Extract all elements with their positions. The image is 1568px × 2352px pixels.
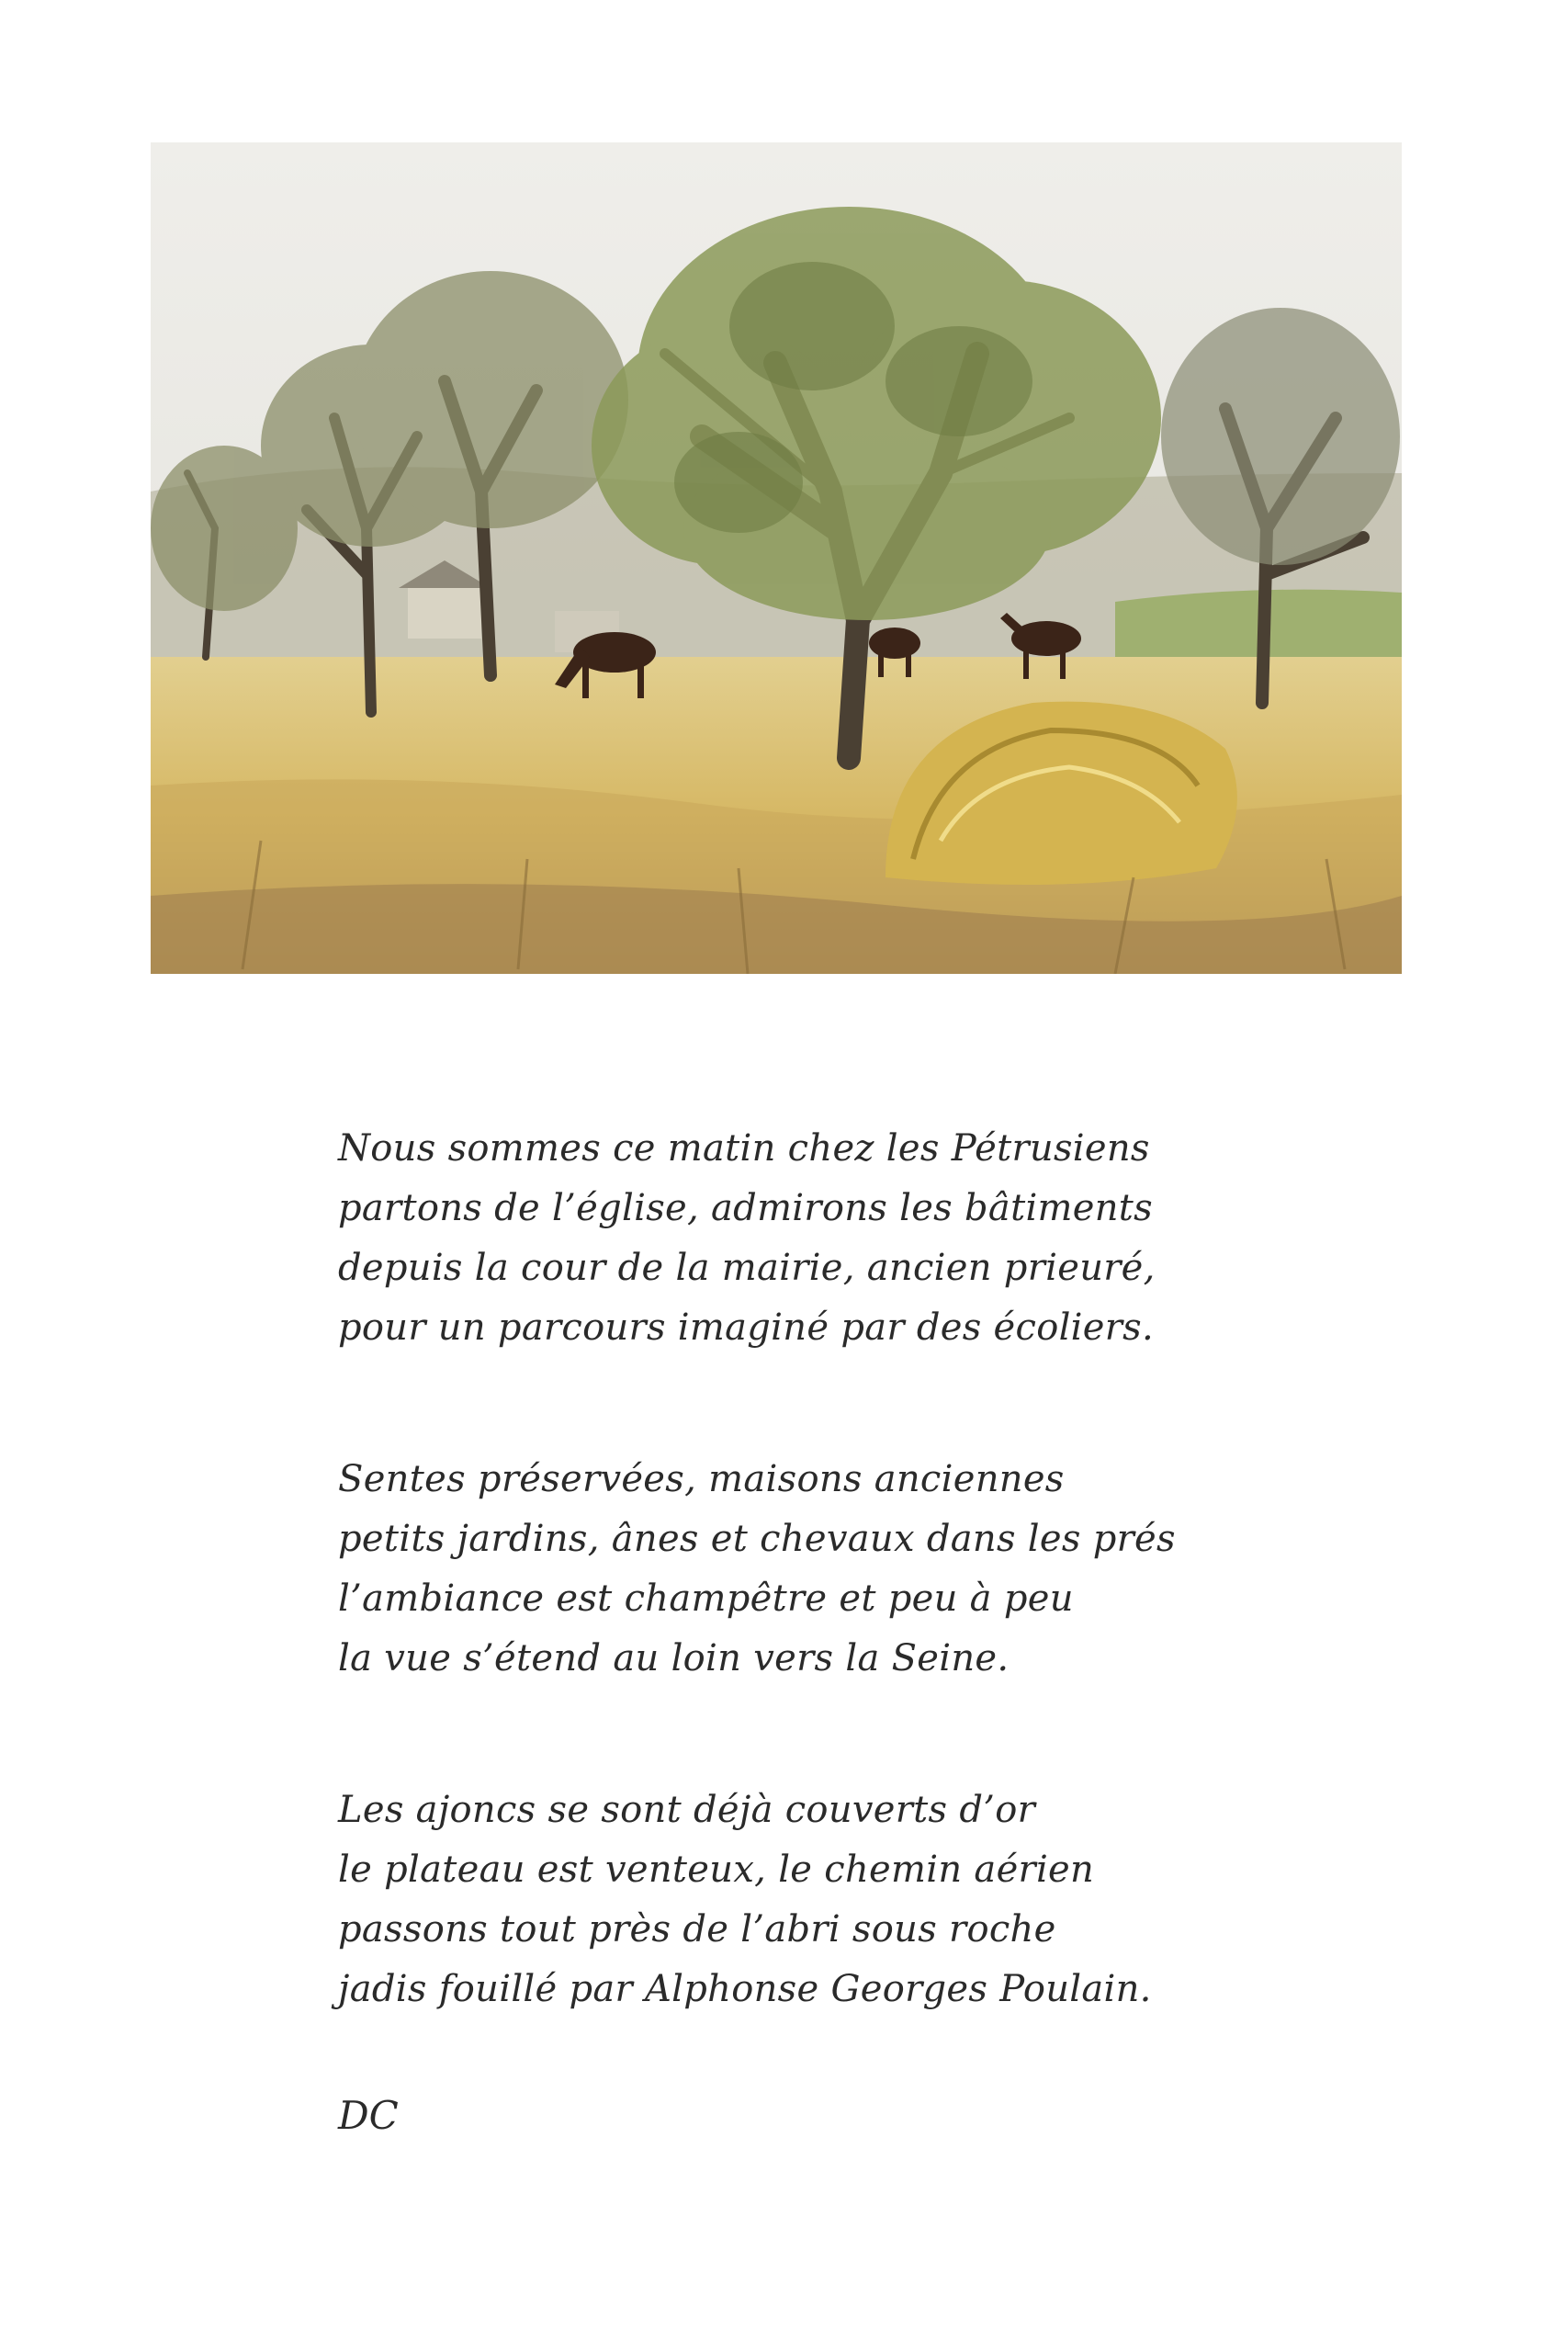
stanza-2 [338, 1450, 1257, 1689]
stanza-1 [338, 1119, 1257, 1358]
poem-line: passons tout près de l’abri sous roche [338, 1908, 1056, 1951]
author-signature: DC [338, 2093, 399, 2138]
poem-line: le plateau est venteux, le chemin aérien [338, 1849, 1095, 1891]
poem-line: la vue s’étend au loin vers la Seine. [338, 1637, 1010, 1679]
landscape-painting [151, 142, 1402, 974]
poem-line: partons de l’église, admirons les bâtiments [338, 1187, 1154, 1229]
poem-line: depuis la cour de la mairie, ancien prieuré, [338, 1247, 1156, 1289]
poem-line: Sentes préservées, maisons anciennes [338, 1458, 1065, 1500]
poem-line: petits jardins, ânes et chevaux dans les prés [338, 1518, 1176, 1560]
poem-line: pour un parcours imaginé par des écoliers. [338, 1306, 1155, 1349]
poem-line: Nous sommes ce matin chez les Pétrusiens [338, 1127, 1150, 1170]
stanza-3 [338, 1781, 1257, 2019]
poem-line: l’ambiance est champêtre et peu à peu [338, 1577, 1074, 1620]
poem-line: Les ajoncs se sont déjà couverts d’or [338, 1789, 1036, 1831]
orchard-with-horses-illustration [151, 142, 1402, 974]
poem-line: jadis fouillé par Alphonse Georges Poulain. [338, 1968, 1152, 2010]
poem [338, 1119, 1257, 2111]
